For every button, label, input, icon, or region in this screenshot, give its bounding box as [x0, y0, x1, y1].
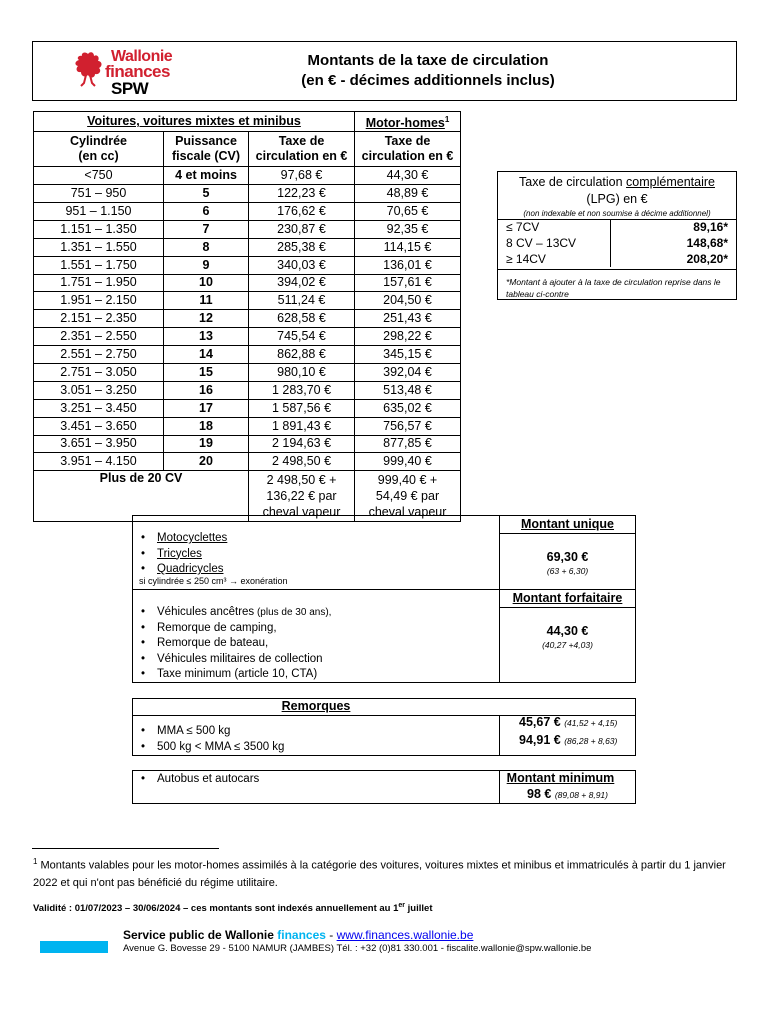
moto-forfait-box	[132, 515, 636, 683]
contact-address: Avenue G. Bovesse 29 - 5100 NAMUR (JAMBES) Tél. : +32 (0)81 330.001 - fiscalite.wallonie@spw.wallonie.be	[123, 943, 592, 954]
lpg-value-text: 208,20	[686, 252, 724, 266]
list-item	[133, 531, 493, 547]
footnote	[33, 853, 743, 892]
logo-text-finances: finances	[105, 62, 170, 81]
brand-bar	[40, 941, 108, 953]
table-row	[34, 220, 461, 238]
forfait-list	[133, 605, 493, 683]
cell-taxe-motorhome: 44,30 €	[355, 167, 461, 185]
cell-text: 54,49 € par	[375, 489, 440, 504]
logo-text-spw: SPW	[111, 79, 149, 98]
moto-amount-detail: (63 + 6,30)	[546, 566, 589, 576]
list-item-text: Autobus et autocars	[157, 773, 260, 785]
moto-list	[133, 531, 493, 578]
list-item	[133, 652, 493, 668]
cell-cylindree: 1.751 – 1.950	[34, 274, 164, 292]
cell-taxe: 176,62 €	[249, 202, 355, 220]
autobus-header: Montant minimum	[506, 771, 615, 785]
cell-taxe: 628,58 €	[249, 310, 355, 328]
lpg-title-line-1	[498, 174, 736, 191]
cell-taxe-motorhome: 92,35 €	[355, 220, 461, 238]
cell-taxe: 97,68 €	[249, 167, 355, 185]
cell-puissance: 19	[164, 435, 249, 453]
lpg-row-label: ≥ 14CV	[498, 251, 611, 267]
list-item-text: MMA ≤ 500 kg	[157, 725, 231, 737]
list-item-text: 500 kg < MMA ≤ 3500 kg	[157, 740, 285, 753]
separator: -	[325, 928, 337, 942]
lpg-row-label: ≤ 7CV	[498, 219, 611, 235]
column-header-text: Taxe de	[384, 134, 431, 149]
lpg-note: (non indexable et non soumise à décime additionnel)	[523, 209, 711, 218]
cell-taxe-motorhome: 114,15 €	[355, 238, 461, 256]
divider	[499, 607, 635, 608]
cell-puissance: 20	[164, 453, 249, 471]
cell-taxe: 1 283,70 €	[249, 381, 355, 399]
cell-taxe: 980,10 €	[249, 363, 355, 381]
cell-cylindree: 3.651 – 3.950	[34, 435, 164, 453]
cell-text: 136,22 € par	[266, 489, 337, 504]
autobus-list	[133, 772, 493, 788]
cell-cylindree: 2.151 – 2.350	[34, 310, 164, 328]
list-item-note: (plus de 30 ans),	[254, 607, 332, 618]
cell-cylindree: 1.351 – 1.550	[34, 238, 164, 256]
cell-plus-20cv: Plus de 20 CV	[34, 471, 249, 522]
cell-puissance: 6	[164, 202, 249, 220]
cell-puissance: 4 et moins	[164, 167, 249, 185]
validity-notice	[33, 902, 733, 914]
cell-cylindree: 3.051 – 3.250	[34, 381, 164, 399]
list-item-text: Taxe minimum (article 10, CTA)	[157, 668, 318, 680]
column-header-puissance	[164, 132, 249, 167]
cell-puissance: 14	[164, 346, 249, 364]
table-row	[34, 435, 461, 453]
cell-taxe-motorhome: 345,15 €	[355, 346, 461, 364]
column-header-text: circulation en €	[361, 149, 454, 164]
footnote-separator	[32, 848, 219, 849]
cell-taxe: 285,38 €	[249, 238, 355, 256]
cell-text: cheval vapeur	[262, 505, 341, 520]
cell-taxe-motorhome: 136,01 €	[355, 256, 461, 274]
motorhomes-footnote-ref: 1	[444, 115, 450, 124]
cell-puissance: 15	[164, 363, 249, 381]
lpg-rates-table	[498, 219, 736, 267]
cell-taxe: 1 891,43 €	[249, 417, 355, 435]
divider	[499, 715, 500, 755]
lpg-row-label: 8 CV – 13CV	[498, 235, 611, 251]
service-name: Service public de Wallonie	[123, 928, 278, 942]
cell-puissance: 10	[164, 274, 249, 292]
amount-text: 45,67 €	[519, 715, 561, 729]
list-item	[133, 772, 493, 788]
column-header-text: (en cc)	[78, 149, 119, 164]
list-item	[133, 605, 493, 621]
lpg-supplement-box	[497, 171, 737, 300]
page-title	[183, 51, 673, 91]
cell-cylindree: <750	[34, 167, 164, 185]
column-header-text: Taxe de	[278, 134, 325, 149]
cell-puissance: 12	[164, 310, 249, 328]
cell-puissance: 16	[164, 381, 249, 399]
list-item-text: Véhicules ancêtres	[157, 606, 255, 618]
cell-taxe-motorhome: 157,61 €	[355, 274, 461, 292]
cell-puissance: 8	[164, 238, 249, 256]
divider	[133, 589, 635, 590]
logo-text-wallonie: Wallonie	[111, 48, 173, 65]
lpg-title-underlined: complémentaire	[626, 175, 715, 189]
cell-puissance: 11	[164, 292, 249, 310]
table-row	[34, 417, 461, 435]
cell-taxe-motorhome: 204,50 €	[355, 292, 461, 310]
list-item-text: Tricycles	[157, 547, 202, 560]
cell-taxe-motorhome: 48,89 €	[355, 185, 461, 203]
cell-taxe: 745,54 €	[249, 328, 355, 346]
lpg-row	[498, 235, 736, 251]
table-row	[34, 274, 461, 292]
footnote-marker: 1	[33, 857, 38, 866]
column-header-text: circulation en €	[255, 149, 348, 164]
list-item	[133, 636, 493, 652]
moto-exemption-note: si cylindrée ≤ 250 cm³ → exonération	[139, 576, 288, 586]
lpg-row-value	[611, 251, 737, 267]
validity-text: Validité : 01/07/2023 – 30/06/2024 – ces montants sont indexés annuellement au 1	[33, 903, 399, 915]
rooster-icon	[71, 50, 105, 88]
cell-taxe-motorhome: 877,85 €	[355, 435, 461, 453]
divider	[499, 533, 635, 534]
cell-taxe: 862,88 €	[249, 346, 355, 364]
cell-taxe-motorhome: 392,04 €	[355, 363, 461, 381]
cell-taxe: 122,23 €	[249, 185, 355, 203]
cell-taxe: 511,24 €	[249, 292, 355, 310]
remorques-amount-1	[519, 715, 634, 729]
forfait-amount-detail: (40,27 +4,03)	[542, 640, 593, 650]
cell-taxe-motorhome: 756,57 €	[355, 417, 461, 435]
lpg-row-value	[611, 235, 737, 251]
column-header-text: fiscale (CV)	[171, 149, 241, 164]
service-line	[123, 928, 473, 942]
amount-detail: (41,52 + 4,15)	[564, 718, 618, 728]
remorques-header: Remorques	[281, 699, 351, 713]
forfait-amount: 44,30 €	[546, 624, 589, 638]
list-item	[133, 667, 493, 683]
table-row	[34, 346, 461, 364]
lpg-marker: *	[723, 220, 728, 234]
group-header-motorhomes	[355, 112, 461, 132]
remorques-box	[132, 698, 636, 756]
cell-taxe-motorhome: 513,48 €	[355, 381, 461, 399]
cell-cylindree: 2.751 – 3.050	[34, 363, 164, 381]
validity-text-end: juillet	[405, 903, 433, 915]
moto-amount: 69,30 €	[546, 550, 589, 564]
table-row	[34, 202, 461, 220]
list-item	[133, 547, 493, 563]
table-row	[34, 453, 461, 471]
cell-cylindree: 2.351 – 2.550	[34, 328, 164, 346]
table-row	[34, 185, 461, 203]
cell-puissance: 7	[164, 220, 249, 238]
cell-cylindree: 1.551 – 1.750	[34, 256, 164, 274]
lpg-value-text: 148,68	[686, 236, 724, 250]
cell-taxe-motorhome: 70,65 €	[355, 202, 461, 220]
amount-text: 98 €	[527, 787, 552, 801]
validity-sup: er	[398, 902, 406, 909]
service-name-finances: finances	[277, 928, 326, 942]
table-body	[34, 167, 461, 471]
cell-cylindree: 951 – 1.150	[34, 202, 164, 220]
list-item	[133, 740, 493, 756]
table-row	[34, 238, 461, 256]
lpg-marker: *	[723, 236, 728, 250]
table-row	[34, 381, 461, 399]
table-row	[34, 328, 461, 346]
footnote-text: Montants valables pour les motor-homes assimilés à la catégorie des voitures, voitures mixtes et minibus et immatriculés à partir du 1 janvier 2022 et qui n'ont pas bénéficié du régime utilitaire.	[33, 859, 726, 889]
cell-puissance: 5	[164, 185, 249, 203]
website-link[interactable]: www.finances.wallonie.be	[336, 928, 474, 942]
cell-text: 999,40 € +	[377, 473, 438, 488]
cell-text: 2 498,50 € +	[266, 473, 337, 488]
list-item-text: Quadricycles	[157, 563, 224, 575]
amount-detail: (86,28 + 8,63)	[564, 736, 618, 746]
autobus-box	[132, 770, 636, 804]
cell-taxe: 230,87 €	[249, 220, 355, 238]
column-header-text: Cylindrée	[70, 134, 127, 149]
lpg-row	[498, 219, 736, 235]
list-item	[133, 621, 493, 637]
cell-cylindree: 2.551 – 2.750	[34, 346, 164, 364]
cell-taxe: 2 498,50 €	[249, 453, 355, 471]
cell-puissance: 13	[164, 328, 249, 346]
column-header-taxe	[249, 132, 355, 167]
amount-text: 94,91 €	[519, 733, 561, 747]
table-row	[34, 363, 461, 381]
column-header-text: Puissance	[175, 134, 237, 149]
table-row	[34, 292, 461, 310]
list-item-text: Remorque de bateau,	[157, 637, 269, 649]
list-item-text: Véhicules militaires de collection	[157, 652, 323, 665]
group-header-cars: Voitures, voitures mixtes et minibus	[34, 112, 355, 132]
table-group-header-row	[34, 112, 461, 132]
table-row	[34, 310, 461, 328]
moto-header: Montant unique	[520, 517, 615, 531]
remorques-list	[133, 724, 493, 755]
cell-taxe: 1 587,56 €	[249, 399, 355, 417]
table-column-header-row	[34, 132, 461, 167]
lpg-title-text: Taxe de circulation	[519, 175, 627, 189]
cell-cylindree: 3.451 – 3.650	[34, 417, 164, 435]
list-item	[133, 724, 493, 740]
document-header	[32, 41, 737, 101]
forfait-header: Montant forfaitaire	[512, 591, 623, 605]
list-item-text: Motocyclettes	[157, 532, 228, 544]
cell-cylindree: 751 – 950	[34, 185, 164, 203]
autobus-amount	[500, 787, 635, 801]
cell-cylindree: 1.951 – 2.150	[34, 292, 164, 310]
amount-detail: (89,08 + 8,91)	[554, 790, 608, 800]
lpg-value-text: 89,16	[693, 220, 724, 234]
lpg-title	[498, 174, 736, 208]
remorques-amount-2	[519, 733, 634, 747]
lpg-row-value	[611, 219, 737, 235]
column-header-cylindree	[34, 132, 164, 167]
table-row	[34, 256, 461, 274]
cell-taxe-motorhome: 298,22 €	[355, 328, 461, 346]
cell-puissance: 17	[164, 399, 249, 417]
cell-cylindree: 3.951 – 4.150	[34, 453, 164, 471]
table-row	[34, 399, 461, 417]
cell-taxe-motorhome: 999,40 €	[355, 453, 461, 471]
cell-puissance: 9	[164, 256, 249, 274]
table-row	[34, 167, 461, 185]
cell-taxe: 2 194,63 €	[249, 435, 355, 453]
cell-taxe: 394,02 €	[249, 274, 355, 292]
cell-taxe-motorhome: 251,43 €	[355, 310, 461, 328]
cell-taxe: 340,03 €	[249, 256, 355, 274]
divider	[498, 269, 736, 270]
column-header-taxe-motorhomes	[355, 132, 461, 167]
lpg-footnote: *Montant à ajouter à la taxe de circulation reprise dans le tableau ci-contre	[506, 277, 721, 299]
list-item-text: Remorque de camping,	[157, 621, 277, 634]
tax-rates-table	[33, 111, 461, 522]
cell-cylindree: 1.151 – 1.350	[34, 220, 164, 238]
title-line-2: (en € - décimes additionnels inclus)	[301, 72, 555, 89]
cell-cylindree: 3.251 – 3.450	[34, 399, 164, 417]
cell-puissance: 18	[164, 417, 249, 435]
cell-taxe-motorhome: 635,02 €	[355, 399, 461, 417]
lpg-title-line-2: (LPG) en €	[586, 192, 648, 206]
lpg-marker: *	[723, 252, 728, 266]
motorhomes-label: Motor-homes	[365, 116, 445, 131]
title-line-1: Montants de la taxe de circulation	[307, 52, 549, 69]
cell-text: cheval vapeur	[368, 505, 447, 520]
lpg-row	[498, 251, 736, 267]
